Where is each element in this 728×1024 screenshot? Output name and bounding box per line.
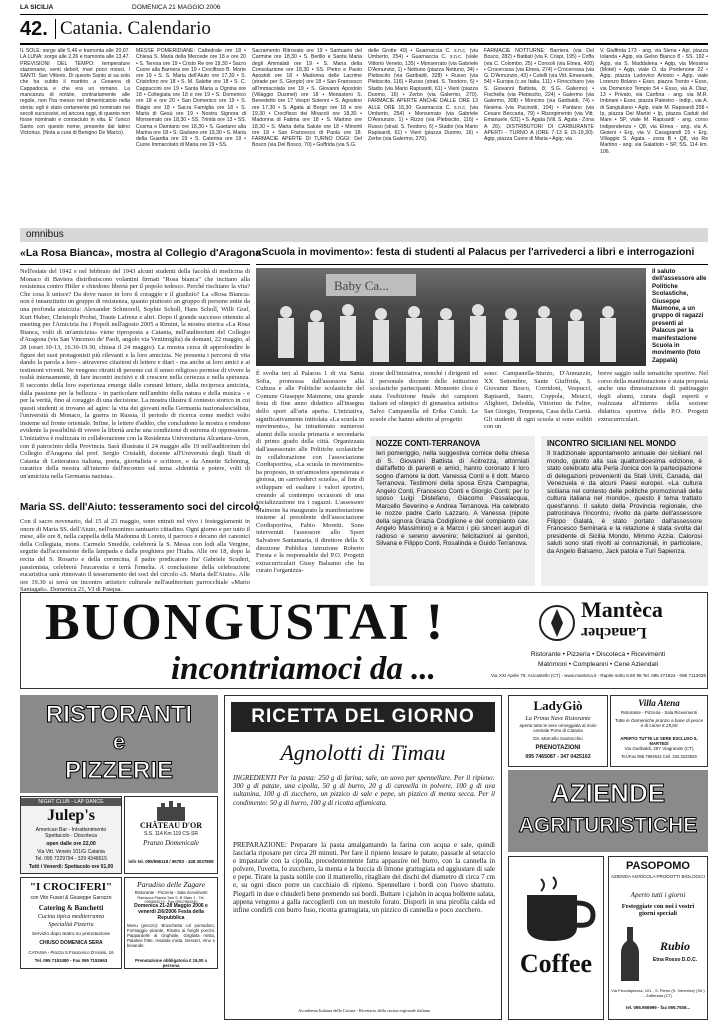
calendar-col-1: IL SOLE: sorge alle 5,46 e tramonta alle 20,07. LA LUNA: sorge alle 2,26 e tramonta alle 13,47. PREVISIONI DEL TEMPO: temperature stazionarie, venti deboli, mari poco mossi. I SANTI: San Vittorio. Di questo Santo si sa solo che ha subito il martirio a Cesarea di Cappadocia e che era un romano. La mancanza di notizie, contrariamente alle regole, non l'ha messo nel dimenticatoio nella storia: egli è stato certamente più nominato nei secoli successivi, ed ancora oggi, di quanto non fosse nominato e conosciuto in vita. E' l'unico Santo con questo nome, presente dal latino Victorius. (Nota a cura di Benigno De Marco). — [20, 48, 130, 136]
banner-title: BUONGUSTAI ! — [45, 594, 446, 651]
recipe-ingredients: INGREDIENTI Per la pasta: 250 g di farina, sale, un uovo per spennellare. Per il ripieno: 300 g di patate, una cipolla, 50 g di burro, 20 g di cannella in polvere, 100 g di uva sultanina, 100 g di zucchero, un pizzico di sale e pepe, un pizzico di menta secca. Per il condimento: 50 g di burro, 100 g di ricotta affumicata. — [233, 774, 495, 807]
article1-headline: «La Rosa Bianca», mostra al Collegio d'Aragona — [20, 247, 262, 259]
masthead-rule — [20, 14, 708, 15]
banner-address: Via XXI Aprile 79, Acicastello (CT) - www.manteca.it - Rapite sotto 6.60 95 Tel. 095 271824 - 095 7113036 — [491, 673, 707, 678]
paradiso-menu: Menu (prezzo): Bruschetta col pomodoro, Formaggio picante, Risotto ai funghi porcini, Pappardelle al cinghiale, Grigliata mista, Patatine fritte, Insalata mista, Dessert, Vino e bevande. — [127, 923, 215, 949]
julep-friday: Tutti i Venerdì: Spettacolo ore 01,00 — [28, 864, 114, 870]
ladygio-ad — [508, 695, 608, 767]
masthead-bar — [20, 4, 708, 14]
agriturismo-header — [508, 770, 708, 852]
banner-services-2: Matrimoni • Compleanni • Cene Aziendali — [537, 661, 659, 668]
wine-bottle-icon — [619, 927, 641, 983]
julep-name: Julep's — [46, 807, 95, 824]
ladygio-name: LadyGiò — [533, 698, 583, 713]
crociferi-desc-2: Cucina tipica mediterranea — [37, 914, 105, 920]
article3-col-1: È svolta ieri al Palacus 1 di via Santa Sofia, promossa dall'assessore alla Cultura e alle Politiche scolastiche del Comune Giuseppe Maimone, una grande festa di fine anno didattico all'insegna dello sport all'aria aperta. L'iniziativa, significativamente intitolata «La scuola in movimento», ha intrattenuto numerosi alunni della scuola primaria e secondaria di primo grado della città. Organizzata dall'assessorato alle Politiche scolastiche in collaborazione con l'associazione Cordisportiva, «La scuola in movimento» ha proposto, in un'atmosfera spensierata e gioiosa, un «arrivederci scuola», al fine di sviluppare ed esaltare i valori sportivi, creando al contempo occasioni di una socializzazione tra i ragazzi. L'assessore Maimone ha inaugurato la manifestazione insieme al presidente dell'associazione Cordisportiva, Fabio Moretti. Sono intervenuti l'assessore allo Sport Salvatore Santamaria, il direttore della X direzione Pubblica istruzione Roberto Fresta e la responsabile del P.O. Progetti extracurriculari Giusy Balsamo che ha curato l'organizza- — [256, 370, 364, 575]
coffee-ad — [508, 856, 604, 1020]
paradiso-desc: Ristorante - Pizzeria - Sala ricevimenti — [134, 890, 208, 895]
article1-body: Nell'estate del 1942 e nel febbraio del 1943 alcuni studenti della facoltà di medicina di Monaco di Baviera distribuiscono volantini firmati "Rosa bianca" che incitano alla resistenza contro Hitler e chiedono libertà per il popolo tedesco. Perché rischiano la vita? Che cosa li unisce? Da dove nasce in loro il coraggio e il giudizio? La «Rosa Bianca» non è innanzitutto un gruppo di resistenza, quanto piuttosto un gruppo di persone unite da una profonda amicizia: Alexander Schmorell, Sophie Scholl, Hans Scholl, Willi Graf, Kurt Huber, Christoph Probst, Traute Lafrenz e altri. Dopo il grande successo ottenuto al meeting per l'Amicizia fra i Popoli nell'agosto 2005 a Rimini, la mostra storica «La Rosa Bianca, volti di un'amicizia» viene riproposta a Catania, nell'auditorium del Collegio d'Aragona (via San Vincenzo de' Paoli, angolo via Ventimiglia) da domani, 22 maggio, al 28 (orari 10-13, 16.30-19.30, chiusa il 24 maggio). La mostra cerca di approfondire le figure dei suoi protagonisti più rilevanti e la loro amicizia. Ne presenta i percorsi di vita dando la parola a loro - attraverso citazioni di lettere e diari - ma anche ai loro amici e ai testimoni viventi. Ne vengono ritratti di persone cui il senso religioso permise di vivere la realtà intensamente, di fare incontri incisivi e di crescere nella certezza e nella speranza. Il racconto della loro esperienza emerge dalle comuni letture, dalla reciproca amicizia, dalla passione per la bellezza - in particolare nell'ambito della natura e della musica - e per la verità, fino al coraggio di una decisione. La mostra illustra il contesto storico in cui questi studenti si trovano ad agire: la vita dei giovani nella Germania nazionalsocialista, l'università di Monaco, la guerra in Russia, il periodo di ricerca come medici volto insieme sul fronte orientale. Infine, le lettere d'addio, che concludono la mostra e rendono evidente la possibilità di vivere la libertà anche una condizione di estrema di oppressione. L'iniziativa è realizzata in collaborazione con la Residenza Universitaria Alcantara-Arces, con il patrocinio della Provincia. Sarà illustrata il 24 maggio alle 19 nell'auditorium del Collegio d'Aragona dal prof. Sergio Cristaldi, docente all'Università degli Studi di Catania di Letteratura italiana, poeta, giornalista e scrittore, e da Annette Schöning, curatrice della mostra all'interno dell'incontro sul tema «Identità e potere, volti di un'amicizia nella Germania nazista». — [20, 268, 250, 481]
crociferi-name: "I CROCIFERI" — [29, 881, 113, 893]
ladygio-tel: 095 7465087 - 347 0425163 — [525, 754, 591, 760]
ristoranti-title-2: e — [112, 729, 126, 754]
chateau-ad — [124, 796, 218, 874]
julep-ad — [20, 796, 122, 874]
julep-tag: NIGHT CLUB - LAP DANCE — [21, 798, 121, 806]
manteca-crest-icon — [537, 603, 577, 643]
manteca-sub: Lanacher — [581, 624, 647, 641]
event-photo — [256, 268, 646, 366]
page-number: 42. — [20, 18, 48, 40]
agri-title-1: AZIENDE — [550, 778, 666, 808]
pasopomo-sub: AZIENDA AGRICOLA PRODOTTI BIOLOGICI — [611, 874, 705, 879]
recipe-header-bar — [231, 702, 495, 732]
crociferi-desc-3: Specialità Pizzeria — [48, 922, 94, 928]
pasopomo-wine: Etna Rosso D.O.C. — [652, 957, 698, 963]
coffee-cup-icon — [517, 875, 597, 945]
ristoranti-header — [20, 695, 218, 793]
crociferi-ad — [20, 877, 122, 969]
paradiso-ad — [124, 877, 218, 969]
chateau-name: CHÂTEAU D'OR — [139, 821, 202, 830]
photo-caption: Il saluto dell'assessore alle Politiche Scolastiche, Giuseppe Maimone, a un gruppo di ragazzi presenti al Palacus per la manifestazione Scuola in movimento (foto Zappalà) — [652, 268, 707, 364]
pasopomo-tel: tel. 095.956999 - fax 095.7939... — [625, 1005, 691, 1010]
masthead-rule-bottom — [20, 43, 708, 45]
villa-sub: Ristorante - Pizzeria - Sala Ricevimenti — [620, 710, 698, 715]
coffee-word: Coffee — [519, 949, 593, 978]
issue-date: DOMENICA 21 MAGGIO 2006 — [132, 4, 221, 11]
recipe-title: Agnolotti di Timau — [280, 740, 446, 765]
ladygio-dir: Dir. Marcello Santocchio — [533, 736, 583, 741]
omnibus-label: omnibus — [26, 229, 64, 240]
crociferi-tel: Tel. 095 7152480 - Fax 095 7152663 — [34, 958, 108, 963]
manteca-logo — [537, 597, 705, 651]
ladygio-sub: La Prima Nave Ristorante — [525, 715, 591, 722]
villa-open: APERTO TUTTE LE SERE ESCLUSO IL MARTEDÌ — [620, 736, 698, 746]
calendar-col-4: delle Grotte 40) • Guarnaccia C. s.n.c. (via Umberto, 254) • Guarnaccia C. s.n.c. (viale Vittorio Veneto, 135) • Monserrato (via Gabriele D'Annunzio, 1) • Nettuno (piazza Nettuno, 34) • Plebiscito (via Garibaldi, 328) • Russo (via Plebiscito, 116) • Russo (strad. S. Teodoro, 6) • Stadio (via Mario Rapisardi, 61) • Vieni (piazza Duomo, 16) • Zerbo (via Galermo, 270). FARMACIE APERTE ANCHE DALLE ORE 13 ALLE ORE 16,30: Guarnaccia C. s.n.c. (via Umberto, 254) • Monserrato (via Gabriele D'Annunzio, 1) • Rizzo (via Plebiscito, 116) • Russo (strad. S. Teodoro, 6) • Stadio (via Mario Rapisardi, 61) • Vieni (piazza Duomo, 16) • Zerbo (via Galermo, 270). — [368, 48, 478, 143]
villa-desc: Tutte le Domeniche pranzo a base di pesce e di carne € 25,00 — [614, 718, 704, 729]
chateau-tel: info tel. 095/996118 / 96783 - 348 3037808 — [128, 859, 214, 864]
villa-atena-ad — [610, 695, 708, 767]
wedding-box — [370, 436, 535, 586]
sicilians-title: INCONTRO SICILIANI NEL MONDO — [547, 439, 676, 448]
julep-tel: Tel. 095 7229794 - 329 4348615 — [34, 856, 107, 862]
calendar-col-5: FARMACIE NOTTURNE: Barriera (via Del Bosco, 282) • Battiati (via F. Crispi, 195) • Coffa (via C. Colombo, 25) • Consoli (via Etnea, 400) • Crocerossa (via Etnea, 274) • Crocerossa (via G. D'Annunzio, 43) • Cutelli (via Vitt. Emanuele, 54) • Europa (c.so Italia, 111) • Finocchiaro (via S. Giovanni Battista, 8; S.G. Galermo) • Fischella (via Plebiscito, 224) • Galermo (via Galermo, 308) • Moncino (via Garibaldi, 74) • Nesima (via Pacinotti, 104) • Pantano (via Cesare Beccaria, 79) • Risorgimento (via Vitt. Emanuele, 631) • S. Agata (Vill. S. Agata - Zona A 26). DISTRIBUTORI DI CARBURANTE APERTI - TURNO A (ORE 7-13 E 15-19,30): Agip, piazza Cuore di Maria • Agip, via — [484, 48, 594, 143]
crociferi-desc: Catering & Banchetti — [38, 904, 104, 912]
wedding-title: NOZZE CONTI-TERRANOVA — [376, 439, 481, 448]
chateau-addr: S.S. 114 Km 119 CS-SR — [143, 831, 198, 837]
sicilians-body: Il tradizionale appuntamento annuale dei siciliani nel mondo, giunto alla sua quattordicesima edizione, è stato celebrato alla Perla Jonica con la partecipazione di delegazioni provenienti da Stati Uniti, Canada, dal Venezuela e da alcuni Paesi europei. «La cultura siciliana nel contesto delle politiche promozionali della cultura italiana nel mondo», questo il tema trattato quest'anno. Il saluto della Provincia regionale, che patrocinava l'incontro, rivolto da parte dell'assessore Filippo Galatà, è stato portato dall'assessore Francesco Seminara e la relazione è stata svolta dal presidente di Sicilia Mondo, Mimmo Azzia. Calorosi saluti sono stati rivolti ai connazionali, in particolare, da Angelo Balsamo, Jack patola e Turi Sapienza. — [547, 450, 702, 555]
villa-tel: Tel./Fax 095.7893642 Cell. 334.3223629 — [621, 754, 697, 759]
paradiso-dates: Domenica 21-28 Maggio 2006 e venerdì 2/6/2006 Festa della Repubblica — [134, 903, 208, 921]
article3-headline: «Scuola in movimento»: festa di studenti al Palacus per l'arrivederci a libri e interrogazioni — [256, 247, 695, 258]
wedding-body: Ieri pomeriggio, nella suggestiva cornice della chiesa di S. Giovanni Battista di Acitrezza, attorniati dall'affetto di parenti e amici, hanno coronato il loro sogno d'amore la dott. Vanessa Conti e il dott. Marco Terranova. Testimoni della sposa Enza Campagna, Angelo Conti, Francesco Conti e Giorgio Conti; per lo sposo Luigi Distefano, Giacomo Passalacqua, Marcello Severino e Andrea Terranova. Ha celebrato le nozze padre Carlo Lazzaro. A Vanessa (nipote della signora Grazia Codiglione e del compianto cav. Angelo Massimino) e a Marco i più sinceri auguri di radioso e sereno avvenire; felicitazioni ai genitori, Silvana e Filippo Conti, Rosalinda e Guido Terranova. — [376, 450, 529, 547]
julep-open: open dalle ore 22,00 — [46, 841, 96, 847]
pasopomo-name: PASOPOMO — [626, 860, 690, 872]
omnibus-bar — [20, 228, 708, 242]
photo-banner-text: Baby Ca... — [334, 278, 389, 293]
crociferi-addr: CATANIA - Piazza S.Francesco D'Assisi, 16 — [28, 950, 114, 955]
agri-title-2: AGRITURISTICHE — [518, 814, 698, 837]
julep-addr: Via Vitt. Veneto 101/G Catania — [37, 849, 105, 855]
castle-icon — [155, 799, 187, 821]
pasopomo-ad — [608, 856, 708, 1020]
manteca-name: Mantèca — [581, 597, 663, 622]
pasopomo-open: Aperto tutti i giorni — [630, 891, 686, 899]
banner-subtitle: incontriamoci da ... — [171, 651, 436, 687]
article3-col-2: zione dell'iniziativa, nonché i dirigenti ed il personale docente delle istituzioni scolastiche partecipanti. Momento clou è stata l'esibizione finale dei campioni italiani ed olimpici di ginnastica artistica Salvo Campanella ed Erika Cutuli. Le scuole che hanno aderito al progetto — [370, 370, 478, 423]
article3-rule — [256, 264, 708, 265]
masthead-divider — [55, 19, 56, 39]
villa-addr: Via Garibaldi, 297 Viagrande (CT) — [624, 746, 694, 751]
pasopomo-rubio: Rubio — [659, 939, 690, 953]
chateau-desc: Pranzo Domenicale — [143, 839, 199, 847]
banner-services: Ristorante • Pizzeria • Discoteca • Ricevimenti — [530, 651, 666, 658]
recipe-preparation: PREPARAZIONE: Preparare la pasta amalgamando la farina con acqua e sale, quindi lasciarla riposare per circa 20 minuti. Per fare il ripieno lessare le patate, passarle al setaccio e impastarle con la cipolla, precedentemente fatta appassire nel burro, con la cannella in polvere, l'uvetta, lo zucchero, la menta e la buccia di limone grattugiata ed aggiustare di sale e pepe. Tirare la pasta sottile con il matterello, ritagliare dei dischi del diametro di circa 7 cm e, su ogni disco porre un cucchiaio di ripieno. Spennellare i bordi con l'uovo sbattuto. Piegarli in due e chiuderli bene premendo sui bordi. Buttare i cjalsòn in acqua bollente salata, appena vengono a galla raccoglierli con un mestolo forato. Disporli in una pirofila calda ed infine condirli con burro fuso, ricotta grattugiata, un pizzico di cannella e poco zucchero. — [233, 841, 495, 914]
article2-headline: Maria SS. dell'Aiuto: tesseramento soci del circolo — [20, 502, 260, 513]
recipe-box — [224, 695, 502, 1020]
article3-col-3: sono: Campanella-Sturzo, D'Annunzio, XX Settembre, Sante Giuffrida, S. Giovanni Bosco, Corridoni, Vespucci, Rapisardi, Sauro, Coppola, Meucci, Alighieri, Deledda, Vittorino da Feltre, San Giorgio, Tempesta, Casa della Carità. Gli studenti di ogni scuola si sono esibiti con un — [484, 370, 592, 431]
paper-name: LA SICILIA — [20, 4, 54, 11]
sicilians-box — [541, 436, 708, 586]
article1-rule — [20, 264, 250, 265]
ristoranti-title-3: PIZZERIE — [64, 757, 173, 784]
crociferi-note: Servizio dopo teatro su prenotazione — [31, 932, 111, 937]
villa-name: Villa Atena — [638, 698, 680, 708]
article2-body: Con il sacro novenario, dal 15 al 23 maggio, sono entrati nel vivo i festeggiamenti in onore di Maria SS. dell'Aiuto, nell'omonimo santuario cittadino. Ogni giorno e per tutto il mese, alle ore 8, nella cappella della Madonna di Loreto, il parroco e decano dei canonici della Collegiata, mons. Carmelo Smedile, celebrerà la S. Messa con lodi alla Vergine, seguite dall'accensione della lampada e dalla preghiera per l'Italia. Alle ore 18, dopo la recita del S. Rosario e della coroncina, il padre predicatore fra' Gabriele Scuderi, passionista, celebrerà l'eucarestia e terrà l'omelia. A conclusione della celebrazione eucaristica sarà rinnovato il tesseramento dei soci del circolo «S. Maria dell'Aiuto». Alle ore 19.30 si terrà un incontro artistico culturale nell'auditorium parrocchiale «Mario Santagati». Domenica 21, VI di Pasqua. — [20, 518, 250, 594]
ristoranti-title-1: RISTORANTI — [45, 701, 193, 728]
paradiso-addr: Ramacca Piazza Tam S. B Stato 1 - Tel. 095/653279 - Fax 095/7853240 — [137, 896, 205, 904]
crociferi-closed: CHIUSO DOMENICA SERA — [39, 940, 103, 946]
calendar-col-6: V. Giuffrida 173 - ang. via Siena • Api, piazza Iolanda • Agip, via Gelso Bianco 8 - SS. 192 • Agip, via S. Maddalena • Agip, via Messina (Motel) • Agip, viale O. da Pordenone 22 • Agip, piazza Ludovico Ariosto • Agip, viale Lorenzo Bolano • Esso, piazza Trento • Esso, via Domenico Tempio 54 • Esso, via A. Diaz, 13 • Privato, via Canfora - ang. via M.R. Imbriani • Esso, piazza Palestro - Indip., via A. di Sangiuliano • Agip, viale M. Rapisardi 358 • Ip, piazza Dei Martiri • Ip, piazza Caduti del Mare • SP, viale M. Rapisardi - ang. corso Indipendenza • Q8, via Etnea - ang. via A. Gioieni • Erg, via V. Casagrandi 15 • Erg, Villaggio S. Agata - zona B • Q8, via Re Martino - ang. via Galatioto • SP, SS. 114 km. 106. — [600, 48, 708, 155]
paradiso-name: Paradiso delle Zagare — [136, 880, 206, 889]
recipe-footer: Accademia Italiana della Cucina - Ricettario della cucina regionale italiana — [298, 1008, 430, 1013]
crociferi-by: con Vito Fusari & Giuseppe Garozzo — [30, 895, 112, 901]
buongustai-banner — [20, 592, 708, 689]
calendar-col-2: MESSE POMERIDIANE: Cattedrale ore 18 • Chiesa S. Maria della Mercede ore 18 e ore 20 • S. Teresa ore 19 • Cristo Re ore 19,30 • Sacro Cuore alla Barriera ore 19 • Crocifisso B. Morte ore 19 • S. S. Maria dell'Aiuto ore 17,30 • S. Cristoforo ore 18 • S. M. Salette ore 18 • S. C. Cappuccini ore 19 • Santa Maria a Ognina ore 18 • Collegiata ore 18 e ore 19 • S. Domenico ore 18 e ore 20 • San Domenico ore 19 • S. Biagio ore 18 • Sacra Famiglia ore 18 • S. Maria di Gesù ore 19 • Nostra Signora di Monserrato ore 18,30 • SS. Trinità ore 13 • SS. Cosma e Damiano ore 18,30 • S. Gaetano alla Marina ore 18 • S. Giuliano ore 19,30 • S. Maria della Guardia ore 19 • S. Caterina ore 19 • Cuore Immacolato di Maria ore 19 • SS. — [136, 48, 246, 149]
calendar-col-3: Sacramento Ritrovato ore 19 • Santuario del Carmine ore 18,30 • S. Berillo e Santa Maria degli Ammalati ore 19 • S. Maria della Consolazione ore 18,30 • SS. Pietro e Paolo Apostoli ore 18 • Madonna delle Lacrime (strade per S. Giorgio) ore 18 • San Francesco all'Immacolata ore 19 • S. Giovanni Apostolo (Villaggio Dusmet) ore 18 • Monastero S. Benedetto ore 17 Vespri Solenni • S. Agostino ore 17,30 • S. Agata al Borgo ore 18 e ore 19,30 • Crocifisso dei Miracoli ore 18,30 • Madonna di Fatima ore 18 • S. Martino ore 18,30 • S. Maria della Salute ore 18 • Minoriti ore 18 • San Francesco di Paola ore 18. FARMACIE APERTE DI TURNO OGGI: Del Bosco (via Del Bosco, 70) • Guffrida (via S.G. — [252, 48, 362, 149]
paradiso-price: Prenotazione obbligatoria € 15,00 a persona — [135, 958, 207, 968]
ladygio-prenotazioni: PRENOTAZIONI — [535, 745, 581, 751]
ladygio-desc: aperta tutte le sere ormeggiata al molo centrale Porto di Catania — [519, 723, 597, 734]
section-title: Catania. Calendario — [60, 18, 211, 39]
article3-col-4: breve saggio sulle tematiche sportive. Nel corso della manifestazione è stata proposta anche una dimostrazione di pattinaggio degli alunni, curata dagli esperti e realizzata all'interno della sezione didattica sportiva della P.O. Progetti extracurriculari. — [598, 370, 708, 423]
pasopomo-desc: Festeggiate con noi i vostri giorni speciali — [621, 903, 695, 918]
pasopomo-addr: Via Piccolapiezza, 101 - S. Pietro (S. Venerina) (Tel.) - Zafferana (CT) — [611, 988, 705, 998]
julep-desc: American Bar - Intrattenimento Spettacolo - Discoteca — [35, 827, 107, 840]
photo-crowd-illustration — [256, 268, 646, 366]
recipe-header: RICETTA DEL GIORNO — [251, 706, 475, 727]
